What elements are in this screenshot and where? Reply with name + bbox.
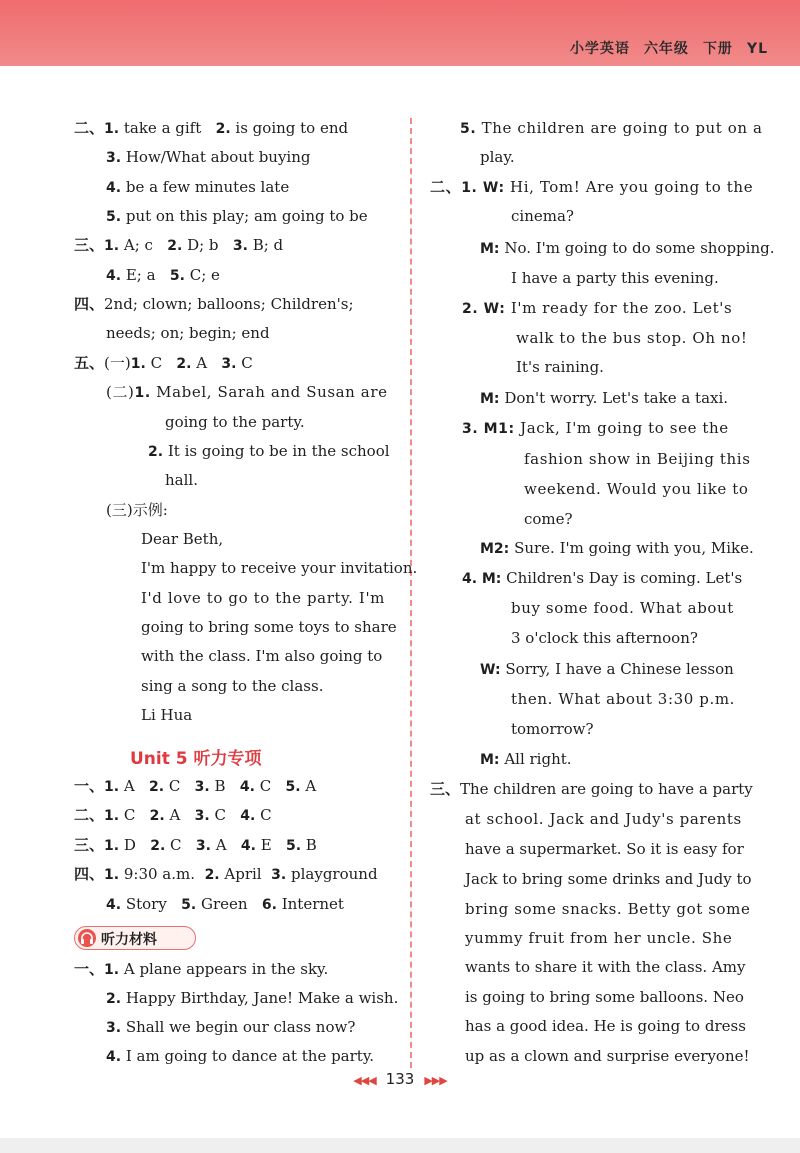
section-label: 二、 <box>74 806 105 824</box>
answer-text: A <box>169 806 181 824</box>
answer-text: D; b <box>187 236 219 254</box>
dialogue-line <box>480 749 572 770</box>
speaker: W: <box>482 180 505 196</box>
section-label: 四、 <box>74 865 105 883</box>
script-text: Sorry, I have a Chinese lesson <box>505 660 734 678</box>
item-number: 1. <box>104 867 120 883</box>
answer-text: be a few minutes late <box>125 178 290 196</box>
answer-u3 <box>74 835 317 856</box>
section-label: 三、 <box>74 236 105 254</box>
answer-u2 <box>74 805 272 826</box>
script-item <box>106 1046 374 1067</box>
item-number: 3. <box>106 150 122 166</box>
page-number: 133 <box>385 1070 415 1088</box>
section-label: 五、 <box>74 354 105 372</box>
item-number: 4. <box>106 897 122 913</box>
script-text: The children are going to have a party <box>460 780 753 798</box>
answer-text: A <box>123 777 135 795</box>
item-number: 2. <box>204 867 220 883</box>
letter-line: I'm happy to receive your invitation. <box>141 559 418 577</box>
item-number: 1. <box>461 180 478 196</box>
passage-line: up as a clown and surprise everyone! <box>465 1047 750 1065</box>
answer-text: A <box>305 777 317 795</box>
item-number: 1. <box>134 385 151 401</box>
item-number: 1. <box>104 808 120 824</box>
page-footer <box>0 1070 800 1088</box>
answer-text: It is going to be in the school <box>167 442 390 460</box>
answer-item <box>106 147 311 168</box>
script-text: I'm ready for the zoo. Let's <box>510 299 733 317</box>
grade-label: 六年级 <box>643 41 689 57</box>
answer-text: D <box>123 836 136 854</box>
answer-text: is going to end <box>235 119 349 137</box>
script-text: Children's Day is coming. Let's <box>506 569 743 587</box>
letter-line: going to bring some toys to share <box>141 618 397 636</box>
script-text: I have a party this evening. <box>511 269 719 287</box>
item-number: 5. <box>285 838 302 854</box>
answer-text: April <box>224 865 262 883</box>
answer-text: B <box>305 836 317 854</box>
dialogue-line <box>430 177 753 198</box>
script-text: walk to the bus stop. Oh no! <box>516 329 748 347</box>
answer-u4-row2 <box>106 894 344 915</box>
answer-s5-p2-q2 <box>148 441 390 462</box>
script-text: weekend. Would you like to <box>524 480 749 498</box>
item-number: 3. <box>221 356 237 372</box>
part-label: (一) <box>104 354 131 372</box>
answer-text: put on this play; am going to be <box>125 207 368 225</box>
answer-text: How/What about buying <box>125 148 311 166</box>
answer-text: C <box>260 806 272 824</box>
right-arrows-icon: ▶▶▶ <box>424 1074 447 1087</box>
dialogue-line <box>462 568 742 589</box>
passage-line: Jack to bring some drinks and Judy to <box>465 870 752 888</box>
script-text: then. What about 3:30 p.m. <box>511 690 736 708</box>
speaker: M2: <box>480 541 510 557</box>
section-label: 三、 <box>430 780 461 798</box>
passage-line: bring some snacks. Betty got some <box>465 900 751 918</box>
passage-line: wants to share it with the class. Amy <box>465 958 746 976</box>
item-number: 4. <box>106 180 122 196</box>
answer-text: going to the party. <box>165 413 305 431</box>
script-text: fashion show in Beijing this <box>524 450 751 468</box>
script-text: I am going to dance at the party. <box>125 1047 375 1065</box>
answer-text: B <box>214 777 226 795</box>
dialogue-line <box>480 538 754 559</box>
speaker: M1: <box>483 421 515 437</box>
answer-s3-row1 <box>74 235 283 256</box>
item-number: 1. <box>104 962 120 978</box>
item-number: 1. <box>130 356 146 372</box>
answer-s4-line1 <box>74 294 354 314</box>
speaker: M: <box>480 752 500 768</box>
item-number: 5. <box>106 209 122 225</box>
script-text: The children are going to put on a <box>481 119 763 137</box>
dialogue-line <box>462 298 732 319</box>
answer-text: C <box>259 777 272 795</box>
unit-title: Unit 5 听力专项 <box>130 749 262 769</box>
answer-text: C <box>214 806 226 824</box>
answer-u4-row1 <box>74 864 378 885</box>
item-number: 3. <box>232 238 248 254</box>
section-label: 三、 <box>74 836 105 854</box>
item-number: 2. <box>149 808 165 824</box>
answer-s5-p2-q1 <box>106 382 388 403</box>
script-text: come? <box>524 510 573 528</box>
passage-line: has a good idea. He is going to dress <box>465 1017 746 1035</box>
item-number: 1. <box>104 838 120 854</box>
answer-text: 9:30 a.m. <box>123 865 196 883</box>
script-text: Shall we begin our class now? <box>125 1018 356 1036</box>
script-item <box>460 118 763 139</box>
speaker: M: <box>481 571 502 587</box>
answer-text: Story <box>125 895 167 913</box>
letter-line: Dear Beth, <box>141 530 224 548</box>
script-item <box>106 988 398 1009</box>
column-divider <box>410 118 412 1068</box>
item-number: 6. <box>261 897 277 913</box>
speaker: M: <box>480 391 500 407</box>
answer-text: C <box>123 806 136 824</box>
script-text: A plane appears in the sky. <box>123 960 329 978</box>
item-number: 2. <box>148 444 164 460</box>
answer-text: E <box>260 836 272 854</box>
script-text: Don't worry. Let's take a taxi. <box>504 389 729 407</box>
edition-label: YL <box>746 41 768 57</box>
answer-text: E; a <box>125 266 156 284</box>
left-arrows-icon: ◀◀◀ <box>353 1074 376 1087</box>
item-number: 5. <box>285 779 301 795</box>
answer-text: C <box>241 354 253 372</box>
subject-label: 小学英语 <box>569 41 630 57</box>
script-text: Sure. I'm going with you, Mike. <box>514 539 754 557</box>
section-label: 一、 <box>74 960 105 978</box>
item-number: 1. <box>104 779 120 795</box>
item-number: 5. <box>460 121 477 137</box>
item-number: 1. <box>104 238 120 254</box>
item-number: 3. <box>462 421 479 437</box>
item-number: 2. <box>149 779 165 795</box>
dialogue-line <box>480 388 728 409</box>
item-number: 2. <box>215 121 231 137</box>
answer-s3-row2 <box>106 265 220 286</box>
answer-u1 <box>74 776 316 797</box>
item-number: 5. <box>181 897 197 913</box>
item-number: 4. <box>240 808 256 824</box>
answer-item <box>106 206 368 227</box>
speaker: W: <box>483 301 506 317</box>
part-label: (二) <box>106 383 135 401</box>
letter-line: sing a song to the class. <box>141 677 324 695</box>
script-text: tomorrow? <box>511 720 594 738</box>
item-number: 2. <box>462 301 479 317</box>
passage-line: have a supermarket. So it is easy for <box>465 840 744 858</box>
part-label: (三)示例: <box>106 501 168 519</box>
item-number: 3. <box>106 1020 122 1036</box>
book-info <box>556 38 768 58</box>
item-number: 2. <box>106 991 122 1007</box>
section-label: 二、 <box>430 178 462 196</box>
letter-line: with the class. I'm also going to <box>141 647 383 665</box>
badge-label: 听力材料 <box>101 932 157 948</box>
answer-text: C <box>168 777 181 795</box>
item-number: 4. <box>106 1049 122 1065</box>
letter-line: I'd love to go to the party. I'm <box>141 589 385 607</box>
script-text: buy some food. What about <box>511 599 734 617</box>
header-banner <box>0 0 800 66</box>
item-number: 4. <box>239 779 255 795</box>
letter-signature: Li Hua <box>141 706 193 724</box>
dialogue-line <box>480 659 734 680</box>
headphones-icon <box>78 929 96 947</box>
dialogue-line <box>462 418 729 439</box>
answer-s2-row1 <box>74 118 348 139</box>
script-text: No. I'm going to do some shopping. <box>504 239 775 257</box>
item-number: 3. <box>194 779 210 795</box>
answer-text: C <box>170 836 182 854</box>
passage-line: is going to bring some balloons. Neo <box>465 988 744 1006</box>
script-text: play. <box>480 148 515 166</box>
bottom-strip <box>0 1138 800 1153</box>
script-text: It's raining. <box>516 358 604 376</box>
script-text: Jack, I'm going to see the <box>520 419 729 437</box>
script-text: cinema? <box>511 207 574 225</box>
term-label: 下册 <box>702 41 733 57</box>
script-item <box>106 1017 355 1038</box>
dialogue-line <box>480 238 775 259</box>
answer-text: A; c <box>123 236 153 254</box>
item-number: 3. <box>195 838 211 854</box>
speaker: M: <box>480 241 500 257</box>
answer-text: A <box>196 354 208 372</box>
answer-text: B; d <box>252 236 284 254</box>
item-number: 4. <box>106 268 122 284</box>
item-number: 4. <box>462 571 478 587</box>
item-number: 4. <box>240 838 256 854</box>
section-label: 二、 <box>74 119 105 137</box>
item-number: 2. <box>176 356 192 372</box>
answer-text: 2nd; clown; balloons; Children's; <box>104 295 354 313</box>
answer-text: Internet <box>281 895 344 913</box>
answer-text: C; e <box>189 266 220 284</box>
section-label: 一、 <box>74 777 105 795</box>
script-item <box>74 959 328 980</box>
script-text: Happy Birthday, Jane! Make a wish. <box>125 989 399 1007</box>
answer-text: Green <box>200 895 248 913</box>
answer-item <box>106 177 289 198</box>
item-number: 1. <box>104 121 120 137</box>
answer-text: hall. <box>165 471 198 489</box>
script-text: 3 o'clock this afternoon? <box>511 629 698 647</box>
answer-text: Mabel, Sarah and Susan are <box>156 383 388 401</box>
speaker: W: <box>480 662 501 678</box>
passage-line: yummy fruit from her uncle. She <box>465 929 733 947</box>
item-number: 5. <box>169 268 185 284</box>
answer-s4-line2: needs; on; begin; end <box>106 324 270 342</box>
script-text: Hi, Tom! Are you going to the <box>510 178 754 196</box>
listening-material-badge <box>74 926 196 950</box>
script-text: All right. <box>504 750 572 768</box>
item-number: 3. <box>194 808 210 824</box>
item-number: 2. <box>167 238 183 254</box>
answer-text: C <box>150 354 163 372</box>
answer-text: A <box>215 836 227 854</box>
answer-s5-p1 <box>74 353 253 374</box>
section-label: 四、 <box>74 295 105 313</box>
item-number: 3. <box>271 867 287 883</box>
passage-line <box>430 779 753 799</box>
answer-text: take a gift <box>123 119 202 137</box>
answer-text: playground <box>291 865 378 883</box>
item-number: 2. <box>150 838 166 854</box>
passage-line: at school. Jack and Judy's parents <box>465 810 742 828</box>
